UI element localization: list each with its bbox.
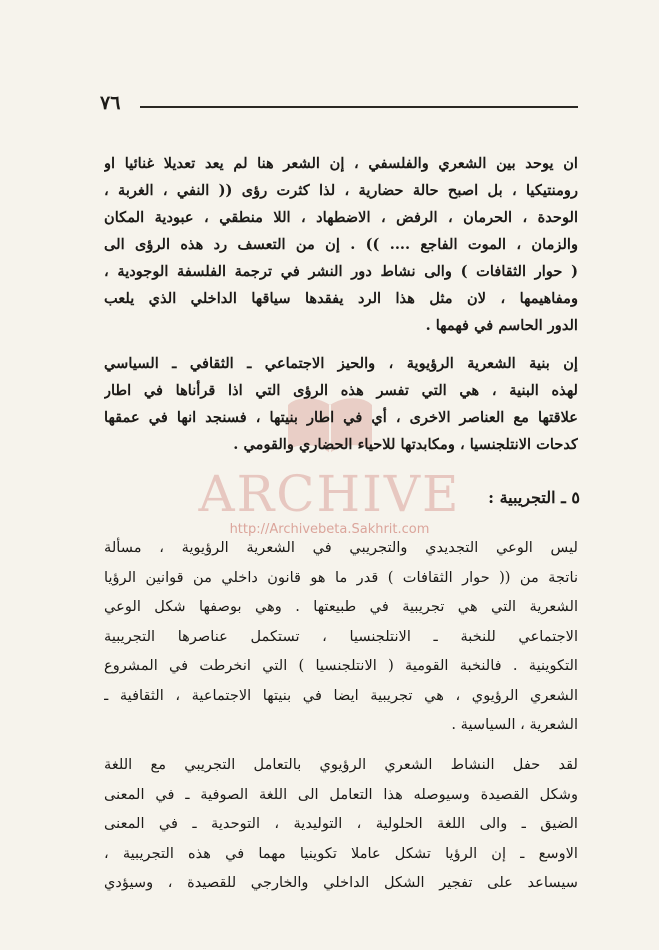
page-header bbox=[100, 92, 580, 122]
text-line: التكوينية . فالنخبة القومية ( الانتلجنسيا ) التي انخرطت في المشروع bbox=[104, 657, 578, 674]
text-line: ومفاهيمها ، لان مثل هذا الرد يفقدها سياقها الداخلي الذي يلعب bbox=[104, 290, 578, 307]
text-line: ليس الوعي التجديدي والتجريبي في الشعرية الرؤيوية ، مسألة bbox=[104, 539, 578, 556]
text-line: الاوسع ـ إن الرؤيا تشكل عاملا تكوينيا مهما في هذه التجريبية ، bbox=[104, 844, 578, 862]
text-line: لهذه البنية ، هي التي تفسر هذه الرؤى التي اذا قرأناها في اطار bbox=[104, 382, 578, 399]
text-line: علاقتها مع العناصر الاخرى ، أي في اطار بنيتها ، فسنجد انها في عمقها bbox=[104, 409, 578, 426]
text-line: الشعري الرؤيوي ، هي تجريبية ايضا في بنيتها الاجتماعية ، الثقافية ـ bbox=[104, 686, 578, 704]
text-line: رومنتيكيا ، بل اصبح حالة حضارية ، لذا كثرت رؤى (( النفي ، الغربة ، bbox=[104, 182, 578, 199]
text-line: لقد حفل النشاط الشعري الرؤيوي بالتعامل التجريبي مع اللغة bbox=[104, 756, 578, 773]
text-line: الشعرية ، السياسية . bbox=[451, 716, 578, 733]
text-line: ان يوحد بين الشعري والفلسفي ، إن الشعر هنا لم يعد تعديلا غنائيا او bbox=[104, 155, 578, 172]
text-line: وشكل القصيدة وسيوصله هذا التعامل الى اللغة الصوفية ـ في المعنى bbox=[104, 785, 578, 803]
paragraph-1 bbox=[104, 150, 578, 339]
archive-watermark-url: http://Archivebeta.Sakhrit.com bbox=[229, 522, 430, 537]
text-line: كدحات الانتلجنسيا ، ومكابدتها للاحياء الحضاري والقومي . bbox=[233, 436, 578, 453]
text-line: ناتجة من (( حوار الثقافات ) قدر ما هو قانون داخلي من قوانين الرؤيا bbox=[104, 568, 578, 586]
text-line: الضيق ـ والى اللغة الحلولية ، التوليدية ، التوحدية ـ في المعنى bbox=[104, 815, 578, 832]
text-line: الاجتماعي للنخبة ـ الانتلجنسيا ، تستكمل عناصرها التجريبية bbox=[104, 627, 578, 645]
paragraph-4 bbox=[104, 750, 578, 898]
text-line: الشعرية التي هي تجريبية في طبيعتها . وهي بوصفها شكل الوعي bbox=[104, 598, 578, 615]
header-rule bbox=[140, 106, 578, 108]
text-line: سيساعد على تفجير الشكل الداخلي والخارجي للقصيدة ، وسيؤدي bbox=[104, 874, 578, 891]
text-line: إن بنية الشعرية الرؤيوية ، والحيز الاجتماعي ـ الثقافي ـ السياسي bbox=[104, 355, 578, 372]
text-line: والزمان ، الموت الفاجع .... )) . إن من التعسف رد هذه الرؤى الى bbox=[104, 236, 578, 253]
paragraph-2 bbox=[104, 350, 578, 458]
page-number: ٧٦ bbox=[100, 92, 121, 114]
text-line: الدور الحاسم في فهمها . bbox=[425, 317, 578, 334]
section-heading: ٥ ـ التجريبية : bbox=[488, 488, 580, 507]
paragraph-3 bbox=[104, 533, 578, 740]
text-line: الوحدة ، الحرمان ، الرفض ، الاضطهاد ، اللا منطقي ، عبودية المكان bbox=[104, 209, 578, 226]
archive-watermark: ARCHIVE bbox=[198, 465, 461, 523]
text-line: ( حوار الثقافات ) والى نشاط دور النشر في ترجمة الفلسفة الوجودية ، bbox=[104, 263, 578, 280]
